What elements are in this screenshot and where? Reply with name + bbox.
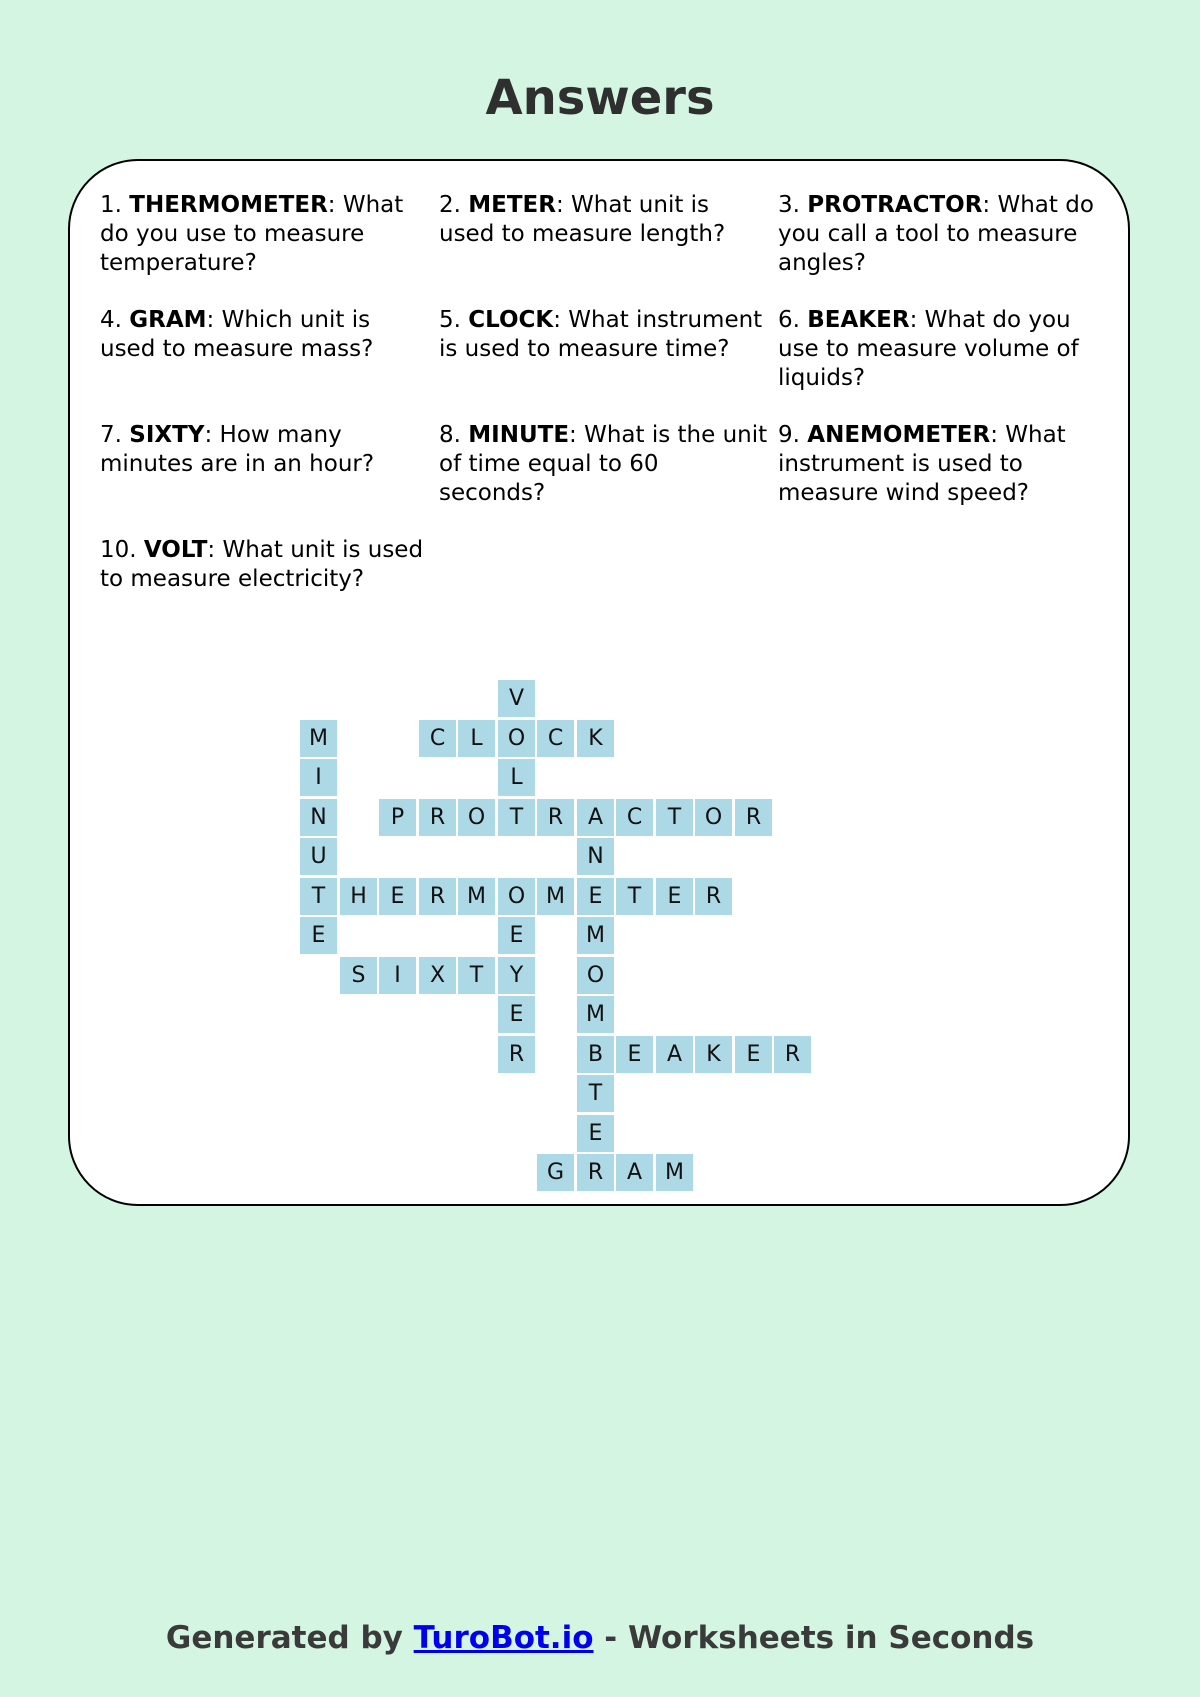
clue-number: 1. [100,192,122,218]
crossword-cell: E [498,917,535,954]
crossword-cell: R [695,878,732,915]
crossword-cell: O [498,720,535,757]
crossword-cell: B [577,1036,614,1073]
crossword-cell: H [340,878,377,915]
crossword-cell: C [537,720,574,757]
crossword-cell: U [300,838,337,875]
clue-number: 5. [439,307,461,333]
crossword-cell: I [379,957,416,994]
clue-text: : What unit is used to measure length? [439,192,726,247]
crossword-cell: T [577,1075,614,1112]
crossword-cell: E [577,878,614,915]
crossword-cell: N [577,838,614,875]
clue-number: 8. [439,422,461,448]
crossword-cell: K [695,1036,732,1073]
crossword-cell: T [498,799,535,836]
crossword-cell: O [458,799,495,836]
clue-text: : What unit is used to measure electricity? [100,537,424,592]
crossword-cell: T [656,799,693,836]
crossword-cell: A [656,1036,693,1073]
crossword-cell: E [735,1036,772,1073]
crossword-cell: M [458,878,495,915]
crossword-cell: C [419,720,456,757]
crossword-cell: R [577,1154,614,1191]
crossword-cell: X [419,957,456,994]
crossword-cell: E [379,878,416,915]
crossword-cell: E [616,1036,653,1073]
clue-answer: BEAKER [807,307,910,333]
page-title: Answers [485,70,715,126]
crossword-cell: T [616,878,653,915]
clue-text: : What do you use to measure temperature? [100,192,404,276]
clue-text: : What instrument is used to measure time? [439,307,763,362]
clue-number: 6. [778,307,800,333]
crossword-cell: R [537,799,574,836]
crossword-cell: L [498,759,535,796]
crossword-cell: R [774,1036,811,1073]
crossword-cell: S [340,957,377,994]
clue-number: 4. [100,307,122,333]
crossword-cell: P [379,799,416,836]
clue-answer: METER [468,192,556,218]
clue-answer: THERMOMETER [129,192,328,218]
crossword-cell: O [498,878,535,915]
crossword-cell: V [498,680,535,717]
crossword-cell: E [300,917,337,954]
clue-number: 3. [778,192,800,218]
crossword-cell: T [300,878,337,915]
crossword-cell: O [695,799,732,836]
footer-suffix: - Worksheets in Seconds [593,1620,1035,1656]
clue-number: 7. [100,422,122,448]
crossword-cell: T [458,957,495,994]
crossword-cell: M [656,1154,693,1191]
clue-number: 10. [100,537,137,563]
answer-card [68,159,1130,1206]
clue-text: : What do you use to measure volume of liquids? [778,307,1079,391]
crossword-cell: M [577,917,614,954]
clue-number: 9. [778,422,800,448]
clue-answer: ANEMOMETER [807,422,991,448]
crossword-cell: Y [498,957,535,994]
crossword-cell: I [300,759,337,796]
clue-text: : What is the unit of time equal to 60 seconds? [439,422,768,506]
crossword-cell: A [616,1154,653,1191]
crossword-cell: R [498,1036,535,1073]
crossword-cell: N [300,799,337,836]
clue-answer: PROTRACTOR [807,192,983,218]
clue-answer: SIXTY [129,422,205,448]
clue-answer: MINUTE [468,422,570,448]
clue-text: : What do you call a tool to measure angles? [778,192,1094,276]
crossword-cell: O [577,957,614,994]
clue-answer: GRAM [129,307,207,333]
crossword-cell: M [577,996,614,1033]
footer-prefix: Generated by [165,1620,414,1656]
crossword-cell: E [577,1115,614,1152]
crossword-cell: A [577,799,614,836]
crossword-cell: R [735,799,772,836]
crossword-cell: G [537,1154,574,1191]
crossword-cell: R [419,799,456,836]
crossword-cell: E [656,878,693,915]
turobot-link[interactable]: TuroBot.io [413,1620,594,1656]
crossword-cell: L [458,720,495,757]
crossword-grid [70,161,1132,1208]
clue-text: : Which unit is used to measure mass? [100,307,374,362]
crossword-cell: R [419,878,456,915]
crossword-cell: K [577,720,614,757]
clue-text: : What instrument is used to measure wind speed? [778,422,1066,506]
clue-text: : How many minutes are in an hour? [100,422,375,477]
clue-answer: CLOCK [468,307,554,333]
crossword-cell: C [616,799,653,836]
crossword-cell: M [300,720,337,757]
clue-number: 2. [439,192,461,218]
crossword-cell: M [537,878,574,915]
crossword-cell: E [498,996,535,1033]
clue-answer: VOLT [143,537,208,563]
footer [0,1618,1200,1658]
